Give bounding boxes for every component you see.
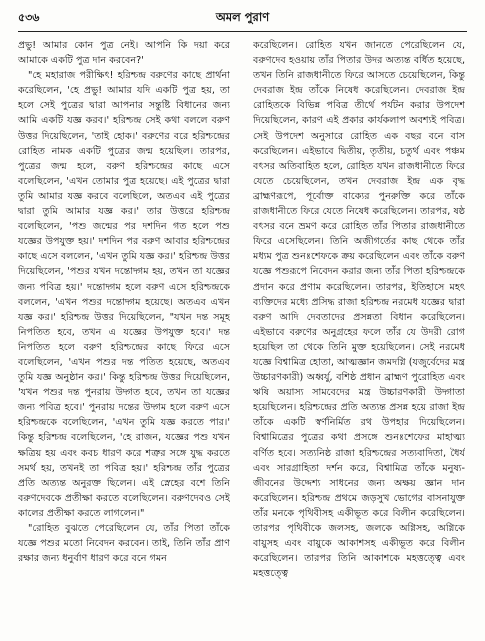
paragraph: প্রভু! আমার কোন পুত্র নেই। আপনি কি দয়া করে আমাকে একটি পুত্র দান করবেন?' (18, 40, 230, 67)
paragraph: "হে মহারাজ পরীক্ষিৎ! হরিশ্চন্দ্র বরুণের কাছে প্রার্থনা করেছিলেন, 'হে প্রভু! আমার যদি একটি পুত্র হয়, তা হলে সেই পুত্রের দ্বারা আপনার সন্তুষ্টি বিধানের জন্য আমি একটি যজ্ঞ করব।' হরিশ্চন্দ্র সেই কথা বললে বরুণ উত্তর দিয়েছিলেন, 'তাই হোক।' বরুণের বরে হরিশ্চন্দ্রের রোহিত নামক একটি পুত্রের জন্ম হয়েছিল। তারপর, পুত্রের জন্ম হলে, বরুণ হরিশ্চন্দ্রের কাছে এসে বলেছিলেন, 'এখন তোমার পুত্র হয়েছে। এই পুত্রের দ্বারা তুমি আমার যজ্ঞ করবে বলেছিলে, অতএব এই পুত্রের দ্বারা তুমি আমার যজ্ঞ কর।' তার উত্তরে হরিশ্চন্দ্র বলেছিলেন, 'পশু জন্মের পর দশদিন গত হলে পশু যজ্ঞের উপযুক্ত হয়।' দশদিন পর বরুণ আবার হরিশ্চন্দ্রের কাছে এসে বললেন, 'এখন তুমি যজ্ঞ কর।' হরিশ্চন্দ্র উত্তর দিয়েছিলেন, 'পশুর যখন দন্তোদ্গম হয়, তখন তা যজ্ঞের জন্য পবিত্র হয়।' দন্তোদ্গম হলে বরুণ এসে হরিশ্চন্দ্রকে বললেন, 'এখন পশুর দন্তোদ্গম হয়েছে। অতএব এখন যজ্ঞ কর।' হরিশ্চন্দ্র উত্তর দিয়েছিলেন, "যখন দন্ত সমূহ নিপতিত হবে, তখন এ যজ্ঞের উপযুক্ত হবে।' দন্ত নিপতিত হলে বরুণ হরিশ্চন্দ্রের কাছে ফিরে এসে বলেছিলেন, 'এখন পশুর দন্ত পতিত হয়েছে, অতএব তুমি যজ্ঞ অনুষ্ঠান কর।' কিন্তু হরিশ্চন্দ্র উত্তর দিয়েছিলেন, 'যখন পশুর দন্ত পুনরায় উদ্গত হবে, তখন তা যজ্ঞের জন্য পবিত্র হবে।' পুনরায় দন্তের উদ্গম হলে বরুণ এসে হরিশ্চন্দ্রকে বলেছিলেন, 'এখন তুমি যজ্ঞ করতে পার।' কিন্তু হরিশ্চন্দ্র বলেছিলেন, 'হে রাজন, যজ্ঞের পশু যখন ক্ষত্রিয় হয় এবং কবচ ধারণ করে শত্রুর সঙ্গে যুদ্ধ করতে সমর্থ হয়, তখনই তা পবিত্র হয়।' হরিশ্চন্দ্র তাঁর পুত্রের প্রতি অত্যন্ত অনুরক্ত ছিলেন। এই স্নেহের বশে তিনি বরুণদেবকে প্রতীক্ষা করতে বলেছিলেন। বরুণদেবও সেই কালের প্রতীক্ষা করতে লাগলেন।" (18, 70, 230, 519)
left-column (18, 38, 230, 634)
header-rule (18, 31, 467, 32)
right-column (253, 38, 465, 634)
page-header (18, 10, 467, 28)
page-number: ৫৩৬ (18, 11, 40, 24)
paragraph: "রোহিত বুঝতে পেরেছিলেন যে, তাঁর পিতা তাঁকে যজ্ঞে পশুর মতো নিবেদন করবেন। তাই, তিনি তাঁর প্রাণ রক্ষার জন্য ধনুর্বাণ ধারণ করে বনে গমন (18, 523, 230, 565)
paragraph: করেছিলেন। রোহিত যখন জানতে পেরেছিলেন যে, বরুণদেব হওয়ায় তাঁর পিতার উদর অত্যন্ত বর্ধিত হয়েছে, তখন তিনি রাজধানীতে ফিরে আসতে চেয়েছিলেন, কিন্তু দেবরাজ ইন্দ্র তাঁকে নিষেধ করেছিলেন। দেবরাজ ইন্দ্র রোহিতকে বিভিন্ন পবিত্র তীর্থে পর্যটন করার উপদেশ দিয়েছিলেন, কারণ এই প্রকার কার্যকলাপ অবশ্যই পবিত্র। সেই উপদেশ অনুসারে রোহিত এক বছর বনে বাস করেছিলেন। এইভাবে দ্বিতীয়, তৃতীয়, চতুর্থ এবং পঞ্চম বৎসর অতিবাহিত হলে, রোহিত যখন রাজধানীতে ফিরে যেতে চেয়েছিলেন, তখন দেবরাজ ইন্দ্র এক বৃদ্ধ ব্রাহ্মণরূপে, পূর্বোক্ত বাক্যের পুনরুক্তি করে তাঁকে রাজধানীতে ফিরে যেতে নিষেধ করেছিলেন। তারপর, ষষ্ঠ বৎসর বনে ভ্রমণ করে রোহিত তাঁর পিতার রাজধানীতে ফিরে এসেছিলেন। তিনি অজীগর্তের কাছ থেকে তাঁর মধ্যম পুত্র শুনঃশেফকে ক্রয় করেছিলেন এবং তাঁকে বরুণ যজ্ঞে পশুরূপে নিবেদন করার জন্য তাঁর পিতা হরিশ্চন্দ্রকে প্রদান করে প্রণাম করেছিলেন। তারপর, ইতিহাসে মহৎ ব্যক্তিদের মধ্যে প্রসিদ্ধ রাজা হরিশ্চন্দ্র নরমেধ যজ্ঞের দ্বারা বরুণ আদি দেবতাদের প্রসন্নতা বিধান করেছিলেন। এইভাবে বরুণের অনুগ্রহের ফলে তাঁর যে উদরী রোগ হয়েছিল তা থেকে তিনি মুক্ত হয়েছিলেন। সেই নরমেধ যজ্ঞে বিশ্বামিত্র হোতা, আত্মজ্ঞান জমদগ্নি (যজুর্বেদের মন্ত্র উচ্চারণকারী) অধ্বর্যু, বশিষ্ঠ প্রধান ব্রাহ্মণ পুরোহিত এবং ঋষি অয়াস্য সামবেদের মন্ত্র উচ্চারণকারী উদ্গাতা হয়েছিলেন। হরিশ্চন্দ্রের প্রতি অত্যন্ত প্রসন্ন হয়ে রাজা ইন্দ্র তাঁকে একটি স্বর্ণনির্মিত রথ উপহার দিয়েছিলেন। বিশ্বামিত্রের পুত্রের কথা প্রসঙ্গে শুনঃশেফের মাহাত্ম্য বর্ণিত হবে। সত্যনিষ্ঠ রাজা হরিশ্চন্দ্রের সত্যবাদিতা, ধৈর্য এবং সারগ্রাহিতা দর্শন করে, বিশ্বামিত্র তাঁকে মনুষ্য-জীবনের উদ্দেশ্য সাধনের জন্য অক্ষয় জ্ঞান দান করেছিলেন। হরিশ্চন্দ্র প্রথমে জড়সুখ ভোগের বাসনাযুক্ত তাঁর মনকে পৃথিবীসহ একীভূত করে বিলীন করেছিলেন। তারপর পৃথিবীকে জলসহ, জলকে অগ্নিসহ, অগ্নিকে বায়ুসহ এবং বায়ুকে আকাশসহ একীভূত করে বিলীন করেছিলেন। তারপর তিনি আকাশকে মহত্তত্ত্বে এবং মহত্তত্ত্বে (253, 40, 465, 580)
page-title: অমল পুরাণ (215, 10, 270, 24)
